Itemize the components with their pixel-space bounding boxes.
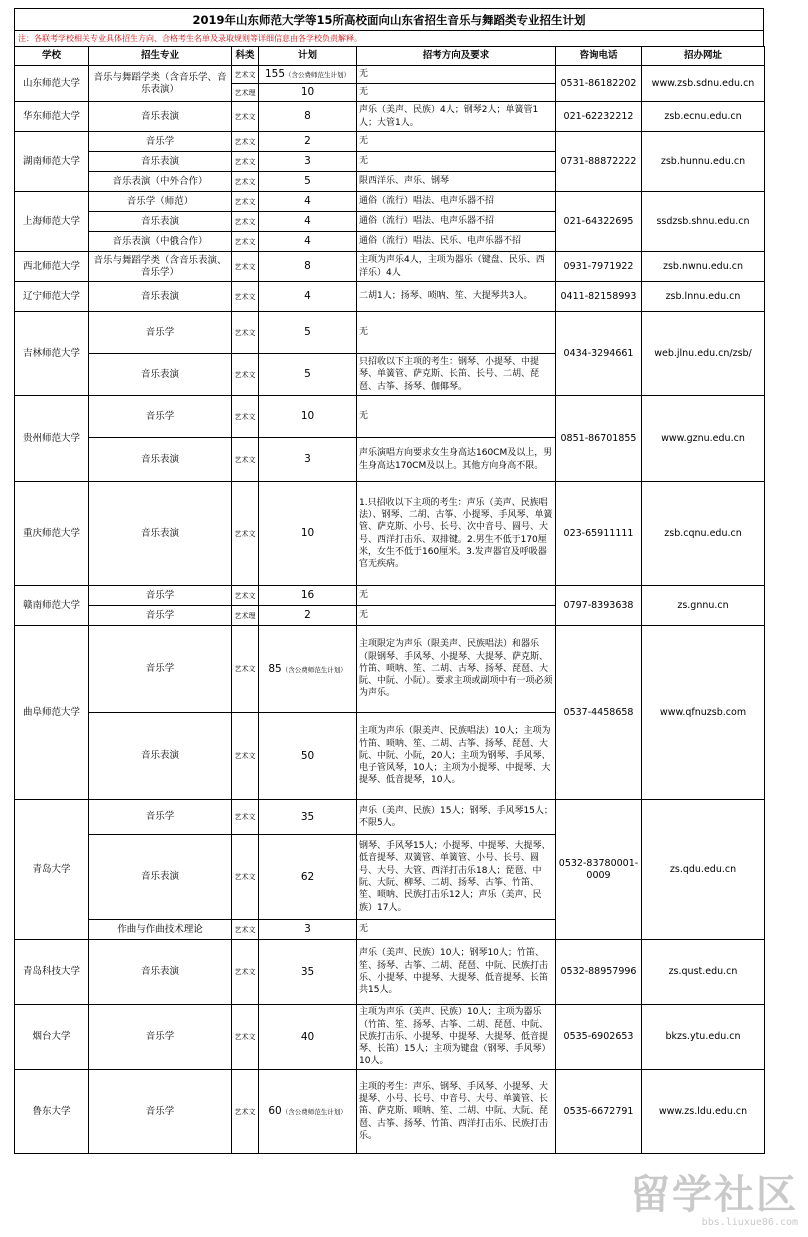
requirements: 声乐演唱方向要求女生身高达160CM及以上，男生身高达170CM及以上。其他方向身高不限。 <box>357 438 556 482</box>
plan-value: 60 <box>268 1105 282 1117</box>
admission-url[interactable]: zs.qdu.edu.cn <box>642 800 765 940</box>
subject-type: 艺术文 <box>232 172 259 192</box>
major-name: 音乐表演 <box>89 152 232 172</box>
header-school: 学校 <box>15 47 89 66</box>
admission-url[interactable]: zsb.lnnu.edu.cn <box>642 282 765 312</box>
contact-phone: 0797-8393638 <box>556 586 642 626</box>
school-name: 湖南师范大学 <box>15 132 89 192</box>
table-row <box>15 482 765 586</box>
requirements: 声乐（美声、民族）10人；钢琴10人；竹笛、笙、扬琴、古筝、二胡、琵琶、中阮、民族打击乐、小提琴、中提琴、大提琴、低音提琴、长笛共15人。 <box>357 940 556 1005</box>
table-row <box>15 192 765 212</box>
plan-count <box>259 252 357 282</box>
disclaimer-note: 注：各联考学校相关专业具体招生方向、合格考生名单及录取规则等详细信息由各学校负责解释。 <box>14 30 764 46</box>
table-row <box>15 396 765 438</box>
plan-value: 16 <box>300 589 315 601</box>
admission-url[interactable]: web.jlnu.edu.cn/zsb/ <box>642 312 765 396</box>
major-name: 音乐学 <box>89 1070 232 1154</box>
table-row <box>15 940 765 1005</box>
requirements: 无 <box>357 920 556 940</box>
school-name: 重庆师范大学 <box>15 482 89 586</box>
header-major: 招生专业 <box>89 47 232 66</box>
requirements: 主项为声乐4人，主项为器乐（键盘、民乐、西洋乐）4人 <box>357 252 556 282</box>
plan-note: （含公费师范生计划） <box>281 1108 347 1116</box>
plan-count <box>259 282 357 312</box>
table-row <box>15 1005 765 1070</box>
table-row <box>15 626 765 713</box>
plan-count <box>259 438 357 482</box>
contact-phone: 0537-4458658 <box>556 626 642 800</box>
table-row <box>15 282 765 312</box>
plan-count <box>259 172 357 192</box>
contact-phone: 0931-7971922 <box>556 252 642 282</box>
major-name: 音乐学 <box>89 396 232 438</box>
contact-phone: 0535-6672791 <box>556 1070 642 1154</box>
plan-value: 4 <box>304 195 311 207</box>
plan-value: 35 <box>300 965 315 978</box>
subject-type: 艺术文 <box>232 940 259 1005</box>
school-name: 贵州师范大学 <box>15 396 89 482</box>
plan-note: （含公费师范生计划） <box>281 665 347 674</box>
admission-url[interactable]: zs.qust.edu.cn <box>642 940 765 1005</box>
admission-url[interactable]: www.gznu.edu.cn <box>642 396 765 482</box>
admission-url[interactable]: zsb.cqnu.edu.cn <box>642 482 765 586</box>
plan-value: 8 <box>304 260 311 272</box>
requirements: 无 <box>357 586 556 606</box>
plan-value: 62 <box>300 870 315 883</box>
header-type: 科类 <box>232 47 259 66</box>
requirements: 无 <box>357 396 556 438</box>
major-name: 音乐学 <box>89 800 232 835</box>
requirements: 只招收以下主项的考生：钢琴、小提琴、中提琴、单簧管、萨克斯、长笛、长号、二胡、琵琶、古筝、扬琴、伽倻琴。 <box>357 354 556 396</box>
watermark-url: bbs.liuxue86.com <box>701 1217 798 1228</box>
subject-type: 艺术文 <box>232 626 259 713</box>
plan-value: 10 <box>300 86 315 98</box>
plan-count <box>259 1005 357 1070</box>
school-name: 吉林师范大学 <box>15 312 89 396</box>
major-name: 作曲与作曲技术理论 <box>89 920 232 940</box>
requirements: 主项限定为声乐（限美声、民族唱法）和器乐（限钢琴、手风琴、小提琴、大提琴、萨克斯、竹笛、唢呐、笙、二胡、古琴、扬琴、琵琶、大阮、中阮、小阮）。要求主项或副项中有一项必须为声乐。 <box>357 626 556 713</box>
plan-value: 10 <box>300 527 315 539</box>
requirements: 无 <box>357 152 556 172</box>
table-row <box>15 102 765 132</box>
contact-phone: 0532-88957996 <box>556 940 642 1005</box>
contact-phone: 0851-86701855 <box>556 396 642 482</box>
plan-count <box>259 232 357 252</box>
table-row <box>15 132 765 152</box>
major-name: 音乐表演 <box>89 354 232 396</box>
school-name: 华东师范大学 <box>15 102 89 132</box>
header-phone: 咨询电话 <box>556 47 642 66</box>
plan-count <box>259 66 357 84</box>
major-name: 音乐表演 <box>89 102 232 132</box>
contact-phone: 0434-3294661 <box>556 312 642 396</box>
enrollment-table <box>14 46 765 1154</box>
plan-value: 155 <box>264 68 286 80</box>
watermark <box>630 1173 798 1229</box>
plan-value: 50 <box>300 749 315 762</box>
major-name: 音乐表演 <box>89 212 232 232</box>
school-name: 青岛科技大学 <box>15 940 89 1005</box>
plan-count <box>259 132 357 152</box>
subject-type: 艺术理 <box>232 84 259 102</box>
major-name: 音乐与舞蹈学类（含音乐学、音乐表演） <box>89 66 232 102</box>
subject-type: 艺术文 <box>232 66 259 84</box>
table-row <box>15 586 765 606</box>
plan-value: 4 <box>304 235 311 247</box>
admission-url[interactable]: www.qfnuzsb.com <box>642 626 765 800</box>
plan-note: （含公费师范生计划） <box>285 71 351 79</box>
plan-count <box>259 606 357 626</box>
table-row <box>15 66 765 84</box>
plan-value: 3 <box>304 923 311 935</box>
major-name: 音乐学 <box>89 586 232 606</box>
contact-phone: 0411-82158993 <box>556 282 642 312</box>
major-name: 音乐学（师范） <box>89 192 232 212</box>
subject-type: 艺术文 <box>232 252 259 282</box>
major-name: 音乐学 <box>89 1005 232 1070</box>
requirements: 主项的考生：声乐、钢琴、手风琴、小提琴、大提琴、小号、长号、中音号、大号、单簧管、长笛、萨克斯、唢呐、笙、二胡、中阮、大阮、琵琶、古筝、扬琴、竹笛、西洋打击乐、民族打击乐。 <box>357 1070 556 1154</box>
contact-phone: 021-62232212 <box>556 102 642 132</box>
subject-type: 艺术文 <box>232 1070 259 1154</box>
contact-phone: 023-65911111 <box>556 482 642 586</box>
requirements: 钢琴、手风琴15人；小提琴、中提琴、大提琴、低音提琴、双簧管、单簧管、小号、长号、圆号、大号、大管、西洋打击乐18人；琵琶、中阮、大阮、柳琴、二胡、扬琴、古筝、竹笛、笙、唢呐、民族打击乐12人；声乐（美声、民族）17人。 <box>357 835 556 920</box>
plan-count <box>259 835 357 920</box>
admission-url[interactable]: zsb.ecnu.edu.cn <box>642 102 765 132</box>
school-name: 山东师范大学 <box>15 66 89 102</box>
contact-phone: 0532-83780001-0009 <box>556 800 642 940</box>
admission-url[interactable]: bkzs.ytu.edu.cn <box>642 1005 765 1070</box>
requirements: 无 <box>357 66 556 84</box>
subject-type: 艺术文 <box>232 102 259 132</box>
plan-value: 2 <box>304 135 311 147</box>
subject-type: 艺术文 <box>232 920 259 940</box>
subject-type: 艺术文 <box>232 438 259 482</box>
school-name: 青岛大学 <box>15 800 89 940</box>
header-row <box>15 47 765 66</box>
subject-type: 艺术文 <box>232 482 259 586</box>
plan-count <box>259 84 357 102</box>
plan-count <box>259 940 357 1005</box>
requirements: 声乐（美声、民族）4人；钢琴2人；单簧管1人；大管1人。 <box>357 102 556 132</box>
plan-value: 3 <box>304 453 311 465</box>
requirements: 无 <box>357 606 556 626</box>
contact-phone: 0731-88872222 <box>556 132 642 192</box>
contact-phone: 0535-6902653 <box>556 1005 642 1070</box>
plan-value: 40 <box>300 1030 315 1043</box>
plan-count <box>259 1070 357 1154</box>
plan-count <box>259 626 357 713</box>
major-name: 音乐表演 <box>89 482 232 586</box>
subject-type: 艺术文 <box>232 282 259 312</box>
subject-type: 艺术文 <box>232 354 259 396</box>
header-plan: 计划 <box>259 47 357 66</box>
major-name: 音乐表演 <box>89 713 232 800</box>
admission-url[interactable]: ssdzsb.shnu.edu.cn <box>642 192 765 252</box>
plan-value: 85 <box>268 662 282 675</box>
plan-count <box>259 192 357 212</box>
requirements: 主项为声乐（美声、民族）10人；主项为器乐（竹笛、笙、扬琴、古筝、二胡、琵琶、中阮、民族打击乐、小提琴、中提琴、大提琴、低音提琴、长笛）15人；主项为键盘（钢琴、手风琴）10人。 <box>357 1005 556 1070</box>
subject-type: 艺术文 <box>232 586 259 606</box>
header-requirements: 招考方向及要求 <box>357 47 556 66</box>
major-name: 音乐表演（中外合作） <box>89 172 232 192</box>
plan-count <box>259 396 357 438</box>
plan-value: 35 <box>300 810 315 823</box>
admission-url[interactable]: zsb.hunnu.edu.cn <box>642 132 765 192</box>
major-name: 音乐表演 <box>89 438 232 482</box>
plan-value: 10 <box>300 410 315 422</box>
school-name: 辽宁师范大学 <box>15 282 89 312</box>
requirements: 1.只招收以下主项的考生：声乐（美声、民族唱法）、钢琴、二胡、古筝、小提琴、手风琴、单簧管、萨克斯、小号、长号、次中音号、圆号、大号、西洋打击乐、双排键。2.男生不低于170厘米，女生不低于160厘米。3.发声器官及呼吸器官无疾病。 <box>357 482 556 586</box>
major-name: 音乐表演 <box>89 940 232 1005</box>
contact-phone: 021-64322695 <box>556 192 642 252</box>
subject-type: 艺术文 <box>232 232 259 252</box>
requirements: 声乐（美声、民族）15人；钢琴、手风琴15人；不限5人。 <box>357 800 556 835</box>
school-name: 鲁东大学 <box>15 1070 89 1154</box>
plan-value: 3 <box>304 155 311 167</box>
requirements: 通俗（流行）唱法、民乐、电声乐器不招 <box>357 232 556 252</box>
plan-count <box>259 800 357 835</box>
requirements: 主项为声乐（限美声、民族唱法）10人；主项为竹笛、唢呐、笙、二胡、古筝、扬琴、琵琶、大阮、中阮、小阮，20人；主项为钢琴、手风琴、电子管风琴，10人；主项为小提琴、中提琴、大提琴、低音提琴，10人。 <box>357 713 556 800</box>
plan-value: 2 <box>304 609 311 621</box>
requirements: 二胡1人；扬琴、唢呐、笙、大提琴共3人。 <box>357 282 556 312</box>
major-name: 音乐表演（中俄合作） <box>89 232 232 252</box>
table-row <box>15 800 765 835</box>
subject-type: 艺术文 <box>232 152 259 172</box>
plan-value: 4 <box>304 290 311 302</box>
table-row <box>15 1070 765 1154</box>
subject-type: 艺术理 <box>232 606 259 626</box>
table-row <box>15 252 765 282</box>
requirements: 通俗（流行）唱法、电声乐器不招 <box>357 192 556 212</box>
subject-type: 艺术文 <box>232 800 259 835</box>
header-url: 招办网址 <box>642 47 765 66</box>
school-name: 上海师范大学 <box>15 192 89 252</box>
page-title: 2019年山东师范大学等15所高校面向山东省招生音乐与舞蹈类专业招生计划 <box>14 8 764 30</box>
subject-type: 艺术文 <box>232 835 259 920</box>
watermark-logo: 留学社区 <box>630 1172 798 1218</box>
plan-value: 4 <box>304 215 311 227</box>
school-name: 烟台大学 <box>15 1005 89 1070</box>
major-name: 音乐学 <box>89 626 232 713</box>
school-name: 曲阜师范大学 <box>15 626 89 800</box>
major-name: 音乐学 <box>89 606 232 626</box>
plan-count <box>259 713 357 800</box>
requirements: 通俗（流行）唱法、电声乐器不招 <box>357 212 556 232</box>
major-name: 音乐表演 <box>89 282 232 312</box>
requirements: 无 <box>357 84 556 102</box>
requirements: 无 <box>357 132 556 152</box>
subject-type: 艺术文 <box>232 312 259 354</box>
admission-url[interactable]: www.zsb.sdnu.edu.cn <box>642 66 765 102</box>
plan-count <box>259 586 357 606</box>
subject-type: 艺术文 <box>232 192 259 212</box>
plan-count <box>259 212 357 232</box>
plan-count <box>259 312 357 354</box>
plan-count <box>259 920 357 940</box>
contact-phone: 0531-86182202 <box>556 66 642 102</box>
subject-type: 艺术文 <box>232 132 259 152</box>
plan-count <box>259 482 357 586</box>
requirements: 无 <box>357 312 556 354</box>
admission-url[interactable]: zsb.nwnu.edu.cn <box>642 252 765 282</box>
subject-type: 艺术文 <box>232 212 259 232</box>
subject-type: 艺术文 <box>232 396 259 438</box>
admission-url[interactable]: www.zs.ldu.edu.cn <box>642 1070 765 1154</box>
major-name: 音乐与舞蹈学类（含音乐表演、音乐学） <box>89 252 232 282</box>
subject-type: 艺术文 <box>232 713 259 800</box>
major-name: 音乐学 <box>89 132 232 152</box>
major-name: 音乐表演 <box>89 835 232 920</box>
plan-count <box>259 102 357 132</box>
plan-count <box>259 354 357 396</box>
requirements: 限西洋乐、声乐、钢琴 <box>357 172 556 192</box>
admission-url[interactable]: zs.gnnu.cn <box>642 586 765 626</box>
plan-value: 8 <box>304 110 311 122</box>
plan-value: 5 <box>304 175 311 187</box>
plan-value: 5 <box>304 326 311 338</box>
school-name: 赣南师范大学 <box>15 586 89 626</box>
subject-type: 艺术文 <box>232 1005 259 1070</box>
table-row <box>15 312 765 354</box>
plan-value: 5 <box>304 368 311 380</box>
school-name: 西北师范大学 <box>15 252 89 282</box>
major-name: 音乐学 <box>89 312 232 354</box>
plan-count <box>259 152 357 172</box>
